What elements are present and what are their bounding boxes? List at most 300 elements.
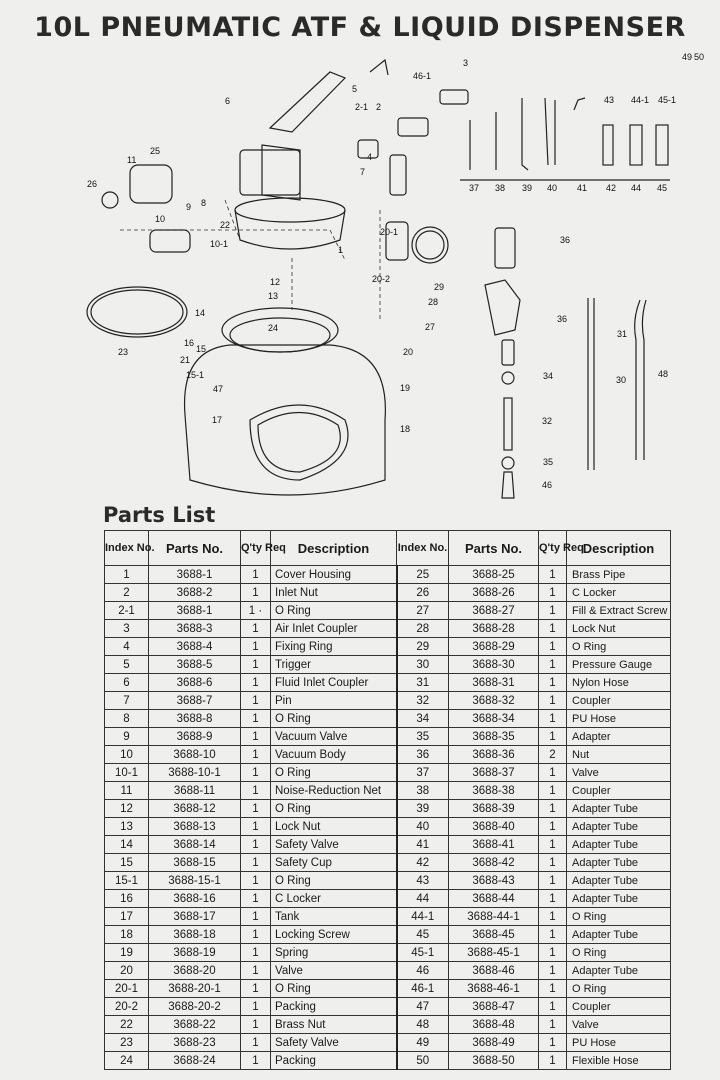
packing-ring-drawing	[87, 287, 187, 337]
part-description-cell: Locking Screw	[271, 926, 397, 944]
part-number-cell: 3688-4	[149, 638, 241, 656]
part-number-cell: 3688-22	[149, 1016, 241, 1034]
part-index-cell: 3	[105, 620, 149, 638]
part-index-cell: 20	[105, 962, 149, 980]
part-number-cell: 3688-24	[149, 1052, 241, 1070]
part-description-cell: Safety Valve	[271, 836, 397, 854]
part-number-cell: 3688-19	[149, 944, 241, 962]
table-row	[105, 1034, 671, 1052]
callout-label: 13	[268, 291, 279, 301]
callout-label: 7	[360, 167, 366, 177]
part-description-cell: Vacuum Body	[271, 746, 397, 764]
part-qty-cell: 1	[241, 818, 271, 836]
cover-housing-drawing	[235, 150, 345, 249]
table-row	[105, 944, 671, 962]
table-row	[105, 710, 671, 728]
callout-label: 10-1	[210, 239, 229, 249]
part-index-cell: 19	[105, 944, 149, 962]
part-description-cell: C Locker	[567, 584, 671, 602]
callout-label: 36	[560, 235, 571, 245]
tank-drawing	[185, 308, 386, 495]
part-description-cell: Adapter	[567, 728, 671, 746]
table-header-row	[105, 531, 671, 566]
part-description-cell: Noise-Reduction Net	[271, 782, 397, 800]
table-row	[105, 782, 671, 800]
callout-label: 41	[577, 183, 588, 193]
part-qty-cell: 1	[539, 1016, 567, 1034]
callout-label: 1	[338, 245, 344, 255]
part-number-cell: 3688-32	[449, 692, 539, 710]
part-index-cell: 37	[397, 764, 449, 782]
part-index-cell: 30	[397, 656, 449, 674]
part-number-cell: 3688-11	[149, 782, 241, 800]
table-row	[105, 818, 671, 836]
callout-label: 2-1	[355, 102, 369, 112]
part-index-cell: 24	[105, 1052, 149, 1070]
part-description-cell: Adapter Tube	[567, 926, 671, 944]
callout-label: 46	[542, 480, 553, 490]
part-index-cell: 2-1	[105, 602, 149, 620]
callout-label: 16	[184, 338, 195, 348]
part-description-cell: O Ring	[271, 980, 397, 998]
part-index-cell: 10	[105, 746, 149, 764]
part-qty-cell: 1	[241, 1016, 271, 1034]
part-index-cell: 43	[397, 872, 449, 890]
callout-label: 2	[376, 102, 382, 112]
callout-label: 17	[212, 415, 223, 425]
callout-label: 30	[616, 375, 627, 385]
part-number-cell: 3688-1	[149, 602, 241, 620]
part-qty-cell: 1	[241, 620, 271, 638]
part-number-cell: 3688-5	[149, 656, 241, 674]
part-index-cell: 8	[105, 710, 149, 728]
part-index-cell: 1	[105, 566, 149, 584]
callout-label: 9	[186, 202, 192, 212]
part-number-cell: 3688-25	[449, 566, 539, 584]
part-number-cell: 3688-9	[149, 728, 241, 746]
part-qty-cell: 1	[539, 764, 567, 782]
part-description-cell: Coupler	[567, 998, 671, 1016]
part-number-cell: 3688-46-1	[449, 980, 539, 998]
table-row	[105, 890, 671, 908]
table-row	[105, 854, 671, 872]
part-number-cell: 3688-30	[449, 656, 539, 674]
part-qty-cell: 1	[241, 674, 271, 692]
part-index-cell: 5	[105, 656, 149, 674]
part-index-cell: 7	[105, 692, 149, 710]
part-description-cell: Nut	[567, 746, 671, 764]
part-number-cell: 3688-44	[449, 890, 539, 908]
callout-label: 50	[694, 52, 705, 62]
part-number-cell: 3688-10-1	[149, 764, 241, 782]
part-description-cell: O Ring	[271, 602, 397, 620]
part-qty-cell: 1	[539, 998, 567, 1016]
callout-label: 11	[127, 155, 137, 165]
part-number-cell: 3688-2	[149, 584, 241, 602]
callout-label: 31	[617, 329, 628, 339]
part-qty-cell: 1	[539, 854, 567, 872]
part-number-cell: 3688-6	[149, 674, 241, 692]
part-qty-cell: 1	[539, 674, 567, 692]
part-description-cell: Safety Valve	[271, 1034, 397, 1052]
callout-label: 37	[469, 183, 480, 193]
part-number-cell: 3688-35	[449, 728, 539, 746]
part-description-cell: Valve	[567, 1016, 671, 1034]
callout-label: 18	[400, 424, 411, 434]
part-description-cell: Air Inlet Coupler	[271, 620, 397, 638]
part-index-cell: 4	[105, 638, 149, 656]
table-row	[105, 908, 671, 926]
adapter-tubes-drawing	[460, 98, 670, 180]
part-number-cell: 3688-17	[149, 908, 241, 926]
part-qty-cell: 1	[539, 1052, 567, 1070]
part-index-cell: 16	[105, 890, 149, 908]
parts-list-table	[104, 530, 671, 1070]
part-index-cell: 36	[397, 746, 449, 764]
callout-label: 5	[352, 84, 358, 94]
part-number-cell: 3688-39	[449, 800, 539, 818]
vacuum-body-drawing	[102, 165, 190, 252]
part-qty-cell: 1	[539, 836, 567, 854]
part-index-cell: 11	[105, 782, 149, 800]
part-qty-cell: 1	[241, 782, 271, 800]
part-qty-cell: 1	[241, 926, 271, 944]
part-number-cell: 3688-15	[149, 854, 241, 872]
part-number-cell: 3688-29	[449, 638, 539, 656]
part-qty-cell: 1	[539, 980, 567, 998]
part-qty-cell: 1	[241, 566, 271, 584]
part-index-cell: 25	[397, 566, 449, 584]
part-description-cell: Fill & Extract Screw	[567, 602, 671, 620]
part-index-cell: 44	[397, 890, 449, 908]
callout-label: 27	[425, 322, 436, 332]
callout-label: 20	[403, 347, 414, 357]
part-index-cell: 32	[397, 692, 449, 710]
part-index-cell: 15	[105, 854, 149, 872]
part-description-cell: Brass Nut	[271, 1016, 397, 1034]
part-description-cell: C Locker	[271, 890, 397, 908]
table-row	[105, 836, 671, 854]
part-number-cell: 3688-47	[449, 998, 539, 1016]
part-qty-cell: 1	[241, 710, 271, 728]
table-row	[105, 872, 671, 890]
dispense-valve-drawing	[485, 228, 520, 498]
part-index-cell: 46-1	[397, 980, 449, 998]
callout-label: 49	[682, 52, 693, 62]
table-row	[105, 998, 671, 1016]
table-row	[105, 746, 671, 764]
part-description-cell: Adapter Tube	[567, 836, 671, 854]
header-qty: Q'ty Req	[241, 531, 271, 566]
part-number-cell: 3688-3	[149, 620, 241, 638]
part-number-cell: 3688-20-1	[149, 980, 241, 998]
header-qty: Q'ty Req	[539, 531, 567, 566]
callout-label: 20-2	[372, 274, 391, 284]
callout-label: 46-1	[413, 71, 432, 81]
part-description-cell: O Ring	[567, 980, 671, 998]
callout-label: 28	[428, 297, 439, 307]
part-qty-cell: 1 ·	[241, 602, 271, 620]
part-qty-cell: 1	[539, 602, 567, 620]
part-number-cell: 3688-45	[449, 926, 539, 944]
part-index-cell: 31	[397, 674, 449, 692]
callout-label: 24	[268, 323, 279, 333]
part-description-cell: Cover Housing	[271, 566, 397, 584]
header-description: Description	[567, 531, 671, 566]
part-index-cell: 9	[105, 728, 149, 746]
part-description-cell: Trigger	[271, 656, 397, 674]
part-number-cell: 3688-7	[149, 692, 241, 710]
part-number-cell: 3688-42	[449, 854, 539, 872]
part-description-cell: Coupler	[567, 692, 671, 710]
part-number-cell: 3688-41	[449, 836, 539, 854]
part-description-cell: Packing	[271, 998, 397, 1016]
part-description-cell: Brass Pipe	[567, 566, 671, 584]
part-description-cell: Lock Nut	[271, 818, 397, 836]
part-number-cell: 3688-28	[449, 620, 539, 638]
callout-label: 48	[658, 369, 669, 379]
part-qty-cell: 1	[241, 1052, 271, 1070]
part-qty-cell: 1	[539, 908, 567, 926]
part-description-cell: Safety Cup	[271, 854, 397, 872]
callout-label: 8	[201, 198, 207, 208]
part-qty-cell: 1	[241, 998, 271, 1016]
part-description-cell: Fluid Inlet Coupler	[271, 674, 397, 692]
part-qty-cell: 1	[539, 710, 567, 728]
part-description-cell: Pin	[271, 692, 397, 710]
table-row	[105, 692, 671, 710]
callout-label: 20-1	[380, 227, 399, 237]
part-number-cell: 3688-50	[449, 1052, 539, 1070]
table-row	[105, 674, 671, 692]
part-qty-cell: 1	[241, 764, 271, 782]
part-index-cell: 6	[105, 674, 149, 692]
part-number-cell: 3688-27	[449, 602, 539, 620]
part-index-cell: 20-2	[105, 998, 149, 1016]
part-number-cell: 3688-1	[149, 566, 241, 584]
part-description-cell: Tank	[271, 908, 397, 926]
part-number-cell: 3688-46	[449, 962, 539, 980]
part-index-cell: 15-1	[105, 872, 149, 890]
part-index-cell: 45-1	[397, 944, 449, 962]
part-index-cell: 28	[397, 620, 449, 638]
part-description-cell: Flexible Hose	[567, 1052, 671, 1070]
header-index: Index No.	[105, 531, 149, 566]
part-qty-cell: 1	[539, 656, 567, 674]
part-description-cell: O Ring	[567, 638, 671, 656]
table-row	[105, 1052, 671, 1070]
part-index-cell: 34	[397, 710, 449, 728]
part-index-cell: 27	[397, 602, 449, 620]
callout-label: 19	[400, 383, 411, 393]
table-row	[105, 638, 671, 656]
part-number-cell: 3688-15-1	[149, 872, 241, 890]
part-index-cell: 41	[397, 836, 449, 854]
callout-label: 34	[543, 371, 554, 381]
part-description-cell: O Ring	[567, 908, 671, 926]
part-qty-cell: 1	[539, 800, 567, 818]
part-index-cell: 29	[397, 638, 449, 656]
document-title: 10L PNEUMATIC ATF & LIQUID DISPENSER	[34, 12, 686, 43]
part-qty-cell: 1	[539, 692, 567, 710]
part-index-cell: 26	[397, 584, 449, 602]
part-number-cell: 3688-45-1	[449, 944, 539, 962]
part-qty-cell: 1	[241, 944, 271, 962]
part-index-cell: 18	[105, 926, 149, 944]
callout-label: 45	[657, 183, 668, 193]
part-description-cell: Adapter Tube	[567, 890, 671, 908]
part-index-cell: 12	[105, 800, 149, 818]
callout-label: 42	[606, 183, 617, 193]
callout-label: 45-1	[658, 95, 677, 105]
part-qty-cell: 2	[539, 746, 567, 764]
part-description-cell: Lock Nut	[567, 620, 671, 638]
part-index-cell: 22	[105, 1016, 149, 1034]
part-description-cell: Spring	[271, 944, 397, 962]
callout-label: 3	[463, 58, 469, 68]
part-index-cell: 40	[397, 818, 449, 836]
part-number-cell: 3688-12	[149, 800, 241, 818]
part-qty-cell: 1	[241, 962, 271, 980]
part-description-cell: O Ring	[271, 800, 397, 818]
air-coupler-drawing	[358, 90, 468, 158]
part-description-cell: Vacuum Valve	[271, 728, 397, 746]
callout-label: 10	[155, 214, 166, 224]
part-description-cell: Coupler	[567, 782, 671, 800]
callout-label: 35	[543, 457, 554, 467]
part-index-cell: 14	[105, 836, 149, 854]
part-qty-cell: 1	[539, 584, 567, 602]
part-number-cell: 3688-38	[449, 782, 539, 800]
part-qty-cell: 1	[241, 908, 271, 926]
part-number-cell: 3688-18	[149, 926, 241, 944]
part-qty-cell: 1	[241, 692, 271, 710]
callout-label: 15	[196, 344, 207, 354]
callout-label: 40	[547, 183, 558, 193]
part-index-cell: 13	[105, 818, 149, 836]
part-qty-cell: 1	[241, 836, 271, 854]
part-number-cell: 3688-23	[149, 1034, 241, 1052]
callout-label: 6	[225, 96, 231, 106]
part-index-cell: 45	[397, 926, 449, 944]
part-index-cell: 38	[397, 782, 449, 800]
part-index-cell: 20-1	[105, 980, 149, 998]
parts-list-body	[105, 566, 671, 1070]
part-description-cell: Packing	[271, 1052, 397, 1070]
part-qty-cell: 1	[539, 1034, 567, 1052]
part-number-cell: 3688-20-2	[149, 998, 241, 1016]
callout-label: 12	[270, 277, 281, 287]
header-index: Index No.	[397, 531, 449, 566]
part-qty-cell: 1	[241, 656, 271, 674]
part-qty-cell: 1	[539, 872, 567, 890]
part-number-cell: 3688-20	[149, 962, 241, 980]
table-row	[105, 962, 671, 980]
part-number-cell: 3688-49	[449, 1034, 539, 1052]
header-parts-no: Parts No.	[149, 531, 241, 566]
callout-labels	[87, 52, 704, 490]
part-index-cell: 47	[397, 998, 449, 1016]
part-description-cell: PU Hose	[567, 710, 671, 728]
part-index-cell: 44-1	[397, 908, 449, 926]
table-row	[105, 566, 671, 584]
part-qty-cell: 1	[539, 728, 567, 746]
part-number-cell: 3688-16	[149, 890, 241, 908]
callout-label: 4	[367, 152, 373, 162]
part-description-cell: PU Hose	[567, 1034, 671, 1052]
part-qty-cell: 1	[539, 566, 567, 584]
part-number-cell: 3688-14	[149, 836, 241, 854]
part-qty-cell: 1	[539, 818, 567, 836]
part-number-cell: 3688-10	[149, 746, 241, 764]
table-row	[105, 980, 671, 998]
part-description-cell: O Ring	[271, 764, 397, 782]
callout-label: 14	[195, 308, 206, 318]
callout-label: 22	[220, 220, 231, 230]
trigger-handle-drawing	[262, 60, 388, 200]
part-description-cell: Adapter Tube	[567, 818, 671, 836]
part-description-cell: Pressure Gauge	[567, 656, 671, 674]
part-qty-cell: 1	[539, 890, 567, 908]
part-description-cell: Adapter Tube	[567, 962, 671, 980]
part-number-cell: 3688-37	[449, 764, 539, 782]
part-description-cell: Adapter Tube	[567, 872, 671, 890]
part-qty-cell: 1	[241, 1034, 271, 1052]
pressure-gauge-drawing	[386, 155, 448, 263]
callout-label: 21	[180, 355, 191, 365]
callout-label: 39	[522, 183, 533, 193]
part-index-cell: 46	[397, 962, 449, 980]
part-description-cell: O Ring	[271, 872, 397, 890]
callout-label: 44-1	[631, 95, 650, 105]
callout-label: 36	[557, 314, 568, 324]
part-number-cell: 3688-13	[149, 818, 241, 836]
table-row	[105, 728, 671, 746]
part-number-cell: 3688-43	[449, 872, 539, 890]
part-description-cell: Fixing Ring	[271, 638, 397, 656]
part-qty-cell: 1	[241, 980, 271, 998]
table-row	[105, 584, 671, 602]
table-row	[105, 620, 671, 638]
part-qty-cell: 1	[241, 800, 271, 818]
part-qty-cell: 1	[539, 638, 567, 656]
callout-label: 38	[495, 183, 506, 193]
part-index-cell: 49	[397, 1034, 449, 1052]
callout-label: 32	[542, 416, 553, 426]
callout-label: 15-1	[186, 370, 205, 380]
table-row	[105, 926, 671, 944]
part-qty-cell: 1	[241, 728, 271, 746]
part-index-cell: 10-1	[105, 764, 149, 782]
header-parts-no: Parts No.	[449, 531, 539, 566]
part-index-cell: 42	[397, 854, 449, 872]
part-description-cell: Adapter Tube	[567, 854, 671, 872]
part-number-cell: 3688-8	[149, 710, 241, 728]
part-qty-cell: 1	[539, 962, 567, 980]
parts-list-heading: Parts List	[103, 503, 216, 527]
part-qty-cell: 1	[241, 854, 271, 872]
part-index-cell: 2	[105, 584, 149, 602]
callout-label: 26	[87, 179, 98, 189]
part-description-cell: O Ring	[567, 944, 671, 962]
table-row	[105, 800, 671, 818]
part-number-cell: 3688-26	[449, 584, 539, 602]
part-number-cell: 3688-36	[449, 746, 539, 764]
callout-label: 43	[604, 95, 615, 105]
part-qty-cell: 1	[539, 782, 567, 800]
part-description-cell: Valve	[271, 962, 397, 980]
part-number-cell: 3688-40	[449, 818, 539, 836]
